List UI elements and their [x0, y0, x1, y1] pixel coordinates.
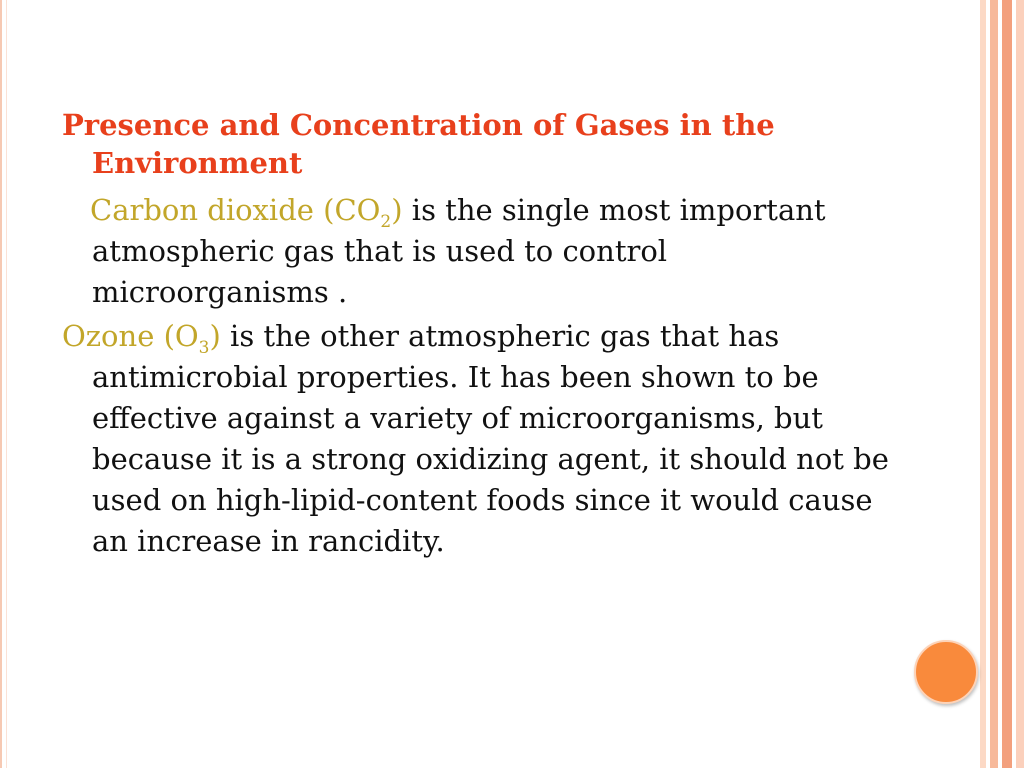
term-end: ) [391, 193, 403, 227]
term-end: ) [209, 319, 221, 353]
paragraph-text: is the single most important atmospheric gas that is used to control microorganisms . [92, 193, 826, 309]
paragraph-text: is the other atmospheric gas that has antimicrobial properties. It has been shown to be effective against a variety of microorganisms, but because it is a strong oxidizing agent, it should not be used on high-lipid-content foods since it would cause an increase in rancidity. [92, 319, 889, 558]
stripe-4 [1016, 0, 1024, 768]
slide-title: Presence and Concentration of Gases in the Environment [62, 108, 775, 180]
accent-circle [914, 640, 978, 704]
term-text: Carbon dioxide (CO [90, 193, 381, 227]
term-ozone [62, 319, 221, 358]
paragraph-ozone [62, 316, 902, 562]
stripe-3 [1002, 0, 1012, 768]
subscript: 3 [198, 338, 210, 358]
stripe-1 [980, 0, 986, 768]
term-carbon-dioxide [90, 193, 403, 232]
left-border-rule-inner [6, 0, 7, 768]
right-decorative-stripes [980, 0, 1024, 768]
left-border-rule [0, 0, 2, 768]
stripe-2 [990, 0, 998, 768]
slide-content [62, 106, 902, 562]
subscript: 2 [380, 212, 392, 232]
paragraph-carbon-dioxide [62, 190, 902, 313]
term-text: Ozone (O [62, 319, 199, 353]
